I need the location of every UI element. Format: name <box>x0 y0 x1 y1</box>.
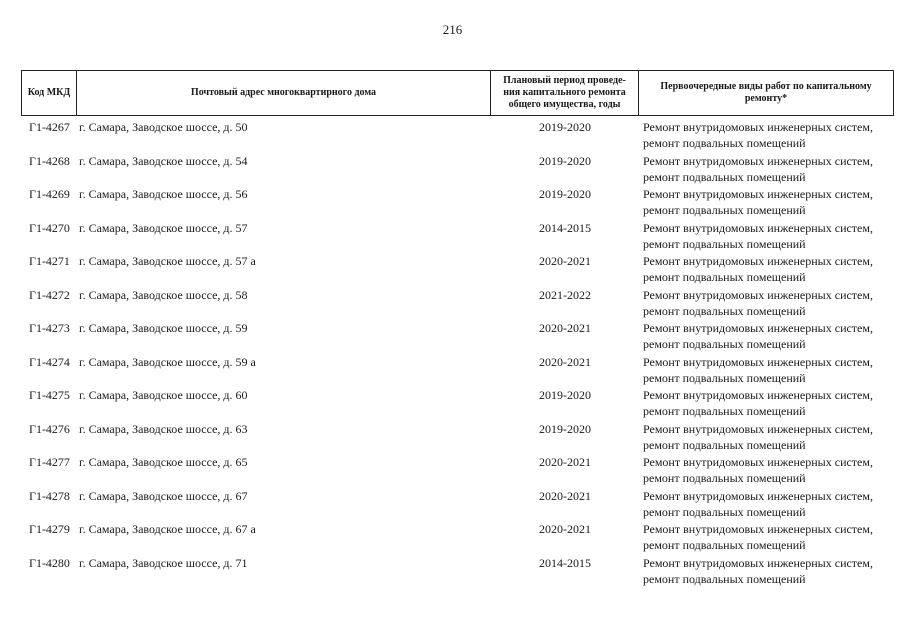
cell-works-line: Ремонт внутридомовых инженерных систем, <box>643 555 873 570</box>
cell-works-line: ремонт подвальных помещений <box>643 471 806 485</box>
cell-address: г. Самара, Заводское шоссе, д. 60 <box>79 388 248 402</box>
cell-works <box>643 186 894 218</box>
table-row <box>21 218 894 252</box>
cell-works-line: ремонт подвальных помещений <box>643 538 806 552</box>
cell-works <box>643 555 894 587</box>
cell-code: Г1-4270 <box>29 220 70 235</box>
cell-works-line: Ремонт внутридомовых инженерных систем, <box>643 455 873 469</box>
cell-period: 2019-2020 <box>539 421 591 436</box>
header-period-line: общего имущества, годы <box>508 99 621 110</box>
cell-period: 2020-2021 <box>539 254 591 268</box>
cell-works <box>643 153 894 185</box>
header-works-line: ремонту* <box>744 93 788 104</box>
cell-works-line: ремонт подвальных помещений <box>643 337 806 351</box>
cell-works <box>643 421 894 453</box>
cell-works-line: Ремонт внутридомовых инженерных систем, <box>643 388 873 402</box>
table-row <box>21 251 894 285</box>
cell-works <box>643 387 894 419</box>
cell-address: г. Самара, Заводское шоссе, д. 59 а <box>79 354 256 369</box>
cell-works <box>643 287 894 319</box>
header-works <box>639 71 894 115</box>
table-row <box>21 385 894 419</box>
header-address: Почтовый адрес многоквартирного дома <box>77 71 491 115</box>
cell-works-line: ремонт подвальных помещений <box>643 437 806 452</box>
cell-code: Г1-4275 <box>29 388 70 402</box>
cell-works-line: ремонт подвальных помещений <box>643 370 806 385</box>
cell-address: г. Самара, Заводское шоссе, д. 56 <box>79 187 248 201</box>
cell-works-line: ремонт подвальных помещений <box>643 504 806 519</box>
cell-address: г. Самара, Заводское шоссе, д. 63 <box>79 421 248 436</box>
cell-code: Г1-4278 <box>29 488 70 503</box>
cell-address: г. Самара, Заводское шоссе, д. 50 <box>79 120 248 134</box>
cell-works-line: Ремонт внутридомовых инженерных систем, <box>643 421 873 436</box>
header-period <box>491 71 639 115</box>
cell-works-line: ремонт подвальных помещений <box>643 571 806 586</box>
table-header <box>21 70 894 116</box>
cell-works-line: Ремонт внутридомовых инженерных систем, <box>643 354 873 369</box>
cell-works-line: Ремонт внутридомовых инженерных систем, <box>643 187 873 201</box>
cell-period: 2019-2020 <box>539 388 591 402</box>
cell-address: г. Самара, Заводское шоссе, д. 67 а <box>79 522 256 536</box>
table-row <box>21 285 894 319</box>
table-row <box>21 486 894 520</box>
cell-works-line: ремонт подвальных помещений <box>643 236 806 251</box>
cell-works-line: Ремонт внутридомовых инженерных систем, <box>643 287 873 302</box>
table-row <box>21 318 894 352</box>
header-works-line: Первоочередные виды работ по капитальному <box>660 81 872 92</box>
header-period-line: ния капитального ремонта <box>503 87 626 98</box>
cell-period: 2019-2020 <box>539 187 591 201</box>
cell-code: Г1-4274 <box>29 354 70 369</box>
cell-period: 2021-2022 <box>539 287 591 302</box>
cell-period: 2019-2020 <box>539 120 591 134</box>
cell-works-line: ремонт подвальных помещений <box>643 203 806 217</box>
cell-works <box>643 454 894 486</box>
cell-works-line: ремонт подвальных помещений <box>643 169 806 184</box>
cell-period: 2014-2015 <box>539 555 591 570</box>
cell-address: г. Самара, Заводское шоссе, д. 57 а <box>79 254 256 268</box>
cell-address: г. Самара, Заводское шоссе, д. 59 <box>79 321 248 335</box>
table-body <box>21 117 894 586</box>
cell-address: г. Самара, Заводское шоссе, д. 67 <box>79 488 248 503</box>
cell-works-line: Ремонт внутридомовых инженерных систем, <box>643 254 873 268</box>
table-row <box>21 553 894 587</box>
cell-works-line: Ремонт внутридомовых инженерных систем, <box>643 153 873 168</box>
table-row <box>21 452 894 486</box>
cell-works-line: ремонт подвальных помещений <box>643 136 806 150</box>
cell-address: г. Самара, Заводское шоссе, д. 54 <box>79 153 248 168</box>
cell-works-line: Ремонт внутридомовых инженерных систем, <box>643 488 873 503</box>
cell-address: г. Самара, Заводское шоссе, д. 71 <box>79 555 248 570</box>
cell-code: Г1-4277 <box>29 455 70 469</box>
cell-period: 2020-2021 <box>539 522 591 536</box>
cell-works <box>643 521 894 553</box>
cell-period: 2019-2020 <box>539 153 591 168</box>
table-row <box>21 184 894 218</box>
cell-works-line: Ремонт внутридомовых инженерных систем, <box>643 220 873 235</box>
cell-works-line: ремонт подвальных помещений <box>643 270 806 284</box>
cell-period: 2014-2015 <box>539 220 591 235</box>
cell-works-line: Ремонт внутридомовых инженерных систем, <box>643 120 873 134</box>
cell-code: Г1-4268 <box>29 153 70 168</box>
cell-period: 2020-2021 <box>539 455 591 469</box>
cell-works <box>643 119 894 151</box>
table-row <box>21 419 894 453</box>
cell-code: Г1-4267 <box>29 120 70 134</box>
table-row <box>21 151 894 185</box>
page-number: 216 <box>442 22 463 37</box>
cell-period: 2020-2021 <box>539 488 591 503</box>
cell-code: Г1-4276 <box>29 421 70 436</box>
cell-address: г. Самара, Заводское шоссе, д. 65 <box>79 455 248 469</box>
cell-address: г. Самара, Заводское шоссе, д. 58 <box>79 287 248 302</box>
cell-code: Г1-4272 <box>29 287 70 302</box>
cell-period: 2020-2021 <box>539 321 591 335</box>
table-row <box>21 117 894 151</box>
cell-works <box>643 354 894 386</box>
cell-address: г. Самара, Заводское шоссе, д. 57 <box>79 220 248 235</box>
cell-code: Г1-4280 <box>29 555 70 570</box>
cell-code: Г1-4273 <box>29 321 70 335</box>
table-row <box>21 352 894 386</box>
header-code: Код МКД <box>21 71 77 115</box>
cell-works <box>643 320 894 352</box>
cell-code: Г1-4269 <box>29 187 70 201</box>
header-period-line: Плановый период проведе- <box>503 75 626 86</box>
cell-code: Г1-4271 <box>29 254 70 268</box>
cell-works-line: Ремонт внутридомовых инженерных систем, <box>643 522 873 536</box>
cell-works <box>643 220 894 252</box>
cell-works <box>643 253 894 285</box>
cell-period: 2020-2021 <box>539 354 591 369</box>
cell-works-line: ремонт подвальных помещений <box>643 303 806 318</box>
cell-works-line: ремонт подвальных помещений <box>643 404 806 418</box>
cell-code: Г1-4279 <box>29 522 70 536</box>
table-row <box>21 519 894 553</box>
cell-works <box>643 488 894 520</box>
cell-works-line: Ремонт внутридомовых инженерных систем, <box>643 321 873 335</box>
